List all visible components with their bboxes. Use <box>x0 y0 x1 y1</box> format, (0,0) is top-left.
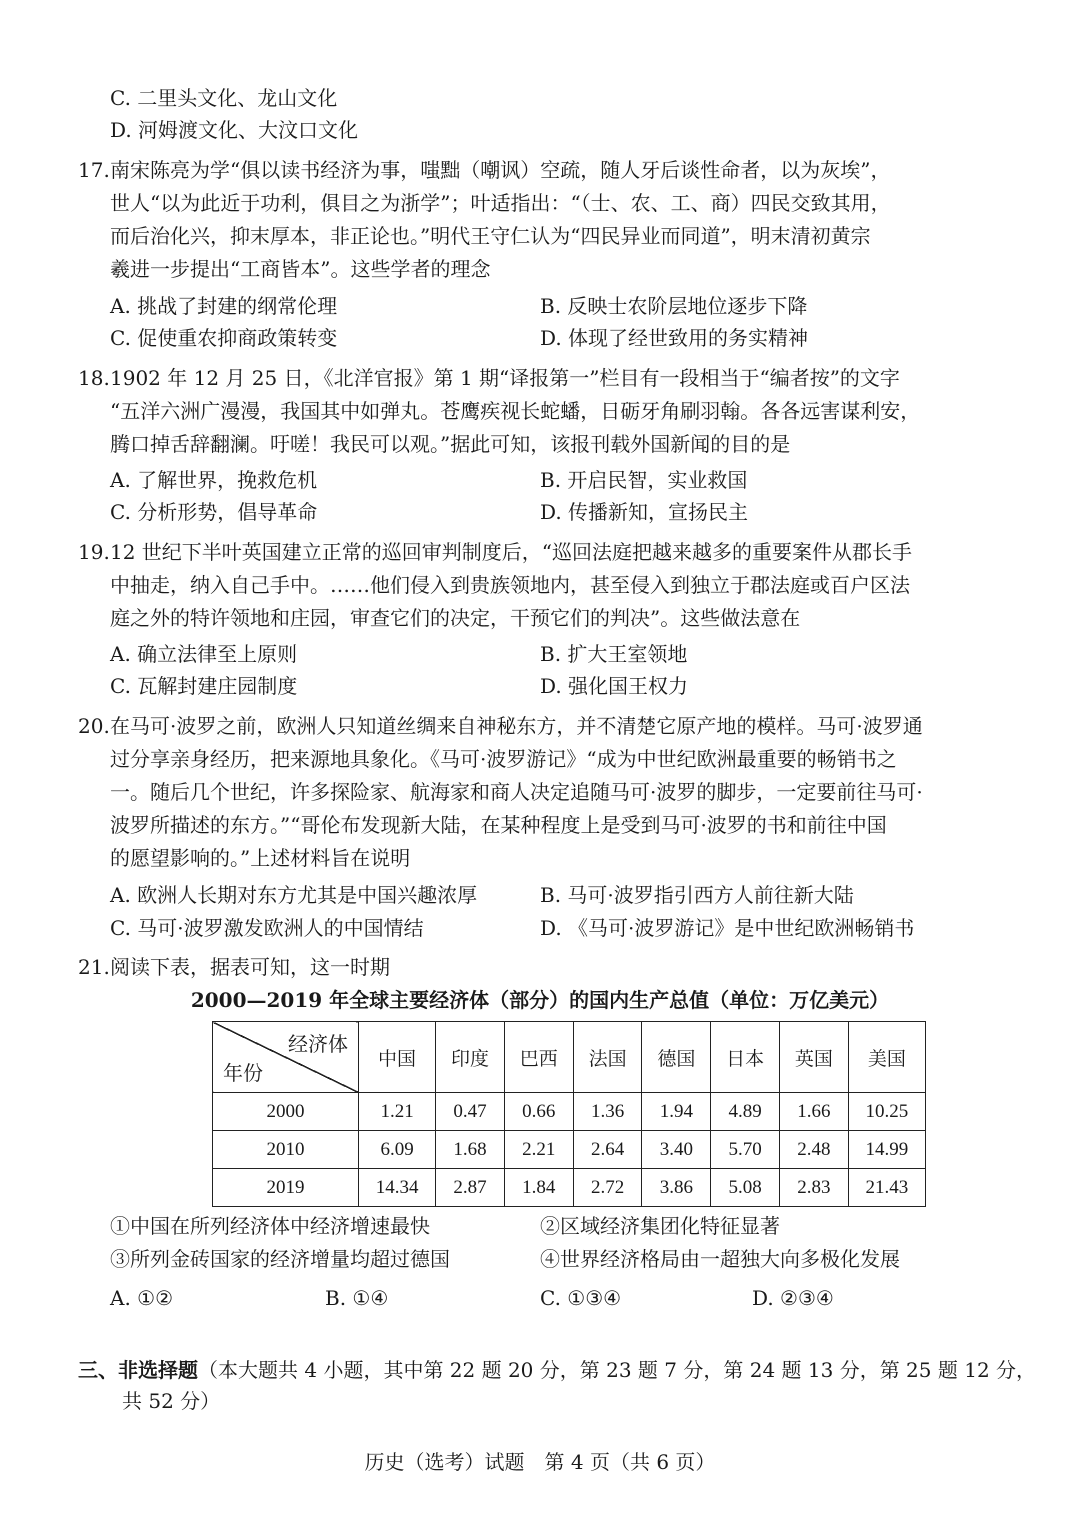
q20-stem-line: 的愿望影响的。”上述材料旨在说明 <box>110 846 411 870</box>
table-cell: 0.47 <box>436 1093 505 1131</box>
q17-number: 17. <box>78 158 110 182</box>
table-cell: 0.66 <box>504 1093 573 1131</box>
column-header: 日本 <box>711 1022 780 1093</box>
table-cell: 5.70 <box>711 1131 780 1169</box>
table-cell: 1.66 <box>780 1093 849 1131</box>
q20-stem-line: 在马可·波罗之前，欧洲人只知道丝绸来自神秘东方，并不清楚它原产地的模样。马可·波罗通 <box>110 714 923 738</box>
gdp-table <box>212 1021 926 1207</box>
q20-option-c: C. 马可·波罗激发欧洲人的中国情结 <box>110 916 424 940</box>
table-cell: 10.25 <box>848 1093 925 1131</box>
row-year: 2000 <box>213 1093 359 1131</box>
table-cell: 1.21 <box>359 1093 436 1131</box>
q17-option-d: D. 体现了经世致用的务实精神 <box>540 326 809 350</box>
table-header-row <box>213 1022 926 1093</box>
q19-option-c: C. 瓦解封建庄园制度 <box>110 674 298 698</box>
table-cell: 2.83 <box>780 1169 849 1207</box>
table-cell: 3.86 <box>642 1169 711 1207</box>
row-year: 2010 <box>213 1131 359 1169</box>
q21-option-d: D. ②③④ <box>752 1286 834 1310</box>
page-footer: 历史（选考）试题 第 4 页（共 6 页） <box>364 1450 716 1474</box>
q17-option-b: B. 反映士农阶层地位逐步下降 <box>540 294 808 318</box>
table-cell: 5.08 <box>711 1169 780 1207</box>
q20-number: 20. <box>78 714 110 738</box>
table-cell: 21.43 <box>848 1169 925 1207</box>
q21-stem: 阅读下表，据表可知，这一时期 <box>110 955 390 979</box>
gdp-table-title: 2000—2019 年全球主要经济体（部分）的国内生产总值（单位：万亿美元） <box>190 988 890 1012</box>
q17-option-a: A. 挑战了封建的纲常伦理 <box>110 294 338 318</box>
table-cell: 14.99 <box>848 1131 925 1169</box>
section-three-title: 三、非选择题 <box>78 1358 198 1382</box>
q20-option-a: A. 欧洲人长期对东方尤其是中国兴趣浓厚 <box>110 883 478 907</box>
section-three-heading <box>78 1355 1036 1385</box>
column-header: 美国 <box>848 1022 925 1093</box>
table-cell: 1.36 <box>573 1093 642 1131</box>
table-corner-cell <box>213 1022 359 1093</box>
q19-stem-line: 中抽走，纳入自己手中。……他们侵入到贵族领地内，甚至侵入到独立于郡法庭或百户区法 <box>110 573 910 597</box>
q18-option-a: A. 了解世界，挽救危机 <box>110 468 318 492</box>
q17-option-c: C. 促使重农抑商政策转变 <box>110 326 338 350</box>
table-row <box>213 1131 926 1169</box>
column-header: 中国 <box>359 1022 436 1093</box>
q18-option-d: D. 传播新知，宣扬民主 <box>540 500 749 524</box>
q17-stem-line: 世人“以为此近于功利，俱目之为浙学”；叶适指出：“（士、农、工、商）四民交致其用， <box>110 191 891 215</box>
table-cell: 6.09 <box>359 1131 436 1169</box>
q21-statement-3: ③所列金砖国家的经济增量均超过德国 <box>110 1247 450 1271</box>
q20-stem-line: 一。随后几个世纪，许多探险家、航海家和商人决定追随马可·波罗的脚步，一定要前往马可· <box>110 780 923 804</box>
column-header: 德国 <box>642 1022 711 1093</box>
section-three-note: （本大题共 4 小题，其中第 22 题 20 分，第 23 题 7 分，第 24 题 13 分，第 25 题 12 分， <box>198 1358 1037 1382</box>
table-row <box>213 1093 926 1131</box>
table-cell: 4.89 <box>711 1093 780 1131</box>
column-header: 法国 <box>573 1022 642 1093</box>
q20-stem-line: 波罗所描述的东方。”“哥伦布发现新大陆，在某种程度上是受到马可·波罗的书和前往中国 <box>110 813 887 837</box>
q19-stem-line: 12 世纪下半叶英国建立正常的巡回审判制度后，“巡回法庭把越来越多的重要案件从郡长手 <box>110 540 913 564</box>
q19-option-b: B. 扩大王室领地 <box>540 642 688 666</box>
table-cell: 14.34 <box>359 1169 436 1207</box>
q18-option-b: B. 开启民智，实业救国 <box>540 468 748 492</box>
q19-stem-line: 庭之外的特许领地和庄园，审查它们的决定，干预它们的判决”。这些做法意在 <box>110 606 801 630</box>
column-header: 巴西 <box>504 1022 573 1093</box>
q18-stem-line: “五洋六洲广漫漫，我国其中如弹丸。苍鹰疾视长蛇蟠，日砺牙角刷羽翰。各各远害谋利安， <box>110 399 921 423</box>
row-year: 2019 <box>213 1169 359 1207</box>
table-row <box>213 1169 926 1207</box>
q21-option-b: B. ①④ <box>325 1286 389 1310</box>
table-cell: 2.21 <box>504 1131 573 1169</box>
q18-stem-line: 1902 年 12 月 25 日，《北洋官报》第 1 期“译报第一”栏目有一段相当于“编者按”的文字 <box>110 366 900 390</box>
q19-number: 19. <box>78 540 110 564</box>
q21-option-c: C. ①③④ <box>540 1286 622 1310</box>
q20-stem-line: 过分享亲身经历，把来源地具象化。《马可·波罗游记》“成为中世纪欧洲最重要的畅销书之 <box>110 747 897 771</box>
q21-statement-1: ①中国在所列经济体中经济增速最快 <box>110 1214 430 1238</box>
q19-option-a: A. 确立法律至上原则 <box>110 642 298 666</box>
q20-option-b: B. 马可·波罗指引西方人前往新大陆 <box>540 883 854 907</box>
table-cell: 2.72 <box>573 1169 642 1207</box>
section-three-note-cont: 共 52 分） <box>122 1389 221 1413</box>
q19-option-d: D. 强化国王权力 <box>540 674 689 698</box>
table-cell: 2.64 <box>573 1131 642 1169</box>
q21-option-a: A. ①② <box>110 1286 174 1310</box>
corner-label-year: 年份 <box>223 1063 263 1085</box>
q21-number: 21. <box>78 955 110 979</box>
q17-stem-line: 南宋陈亮为学“俱以读书经济为事，嗤黜（嘲讽）空疏，随人牙后谈性命者，以为灰埃”， <box>110 158 891 182</box>
q18-option-c: C. 分析形势，倡导革命 <box>110 500 318 524</box>
corner-label-economy: 经济体 <box>288 1034 348 1056</box>
q16-option-d: D. 河姆渡文化、大汶口文化 <box>110 118 359 142</box>
q21-statement-2: ②区域经济集团化特征显著 <box>540 1214 780 1238</box>
table-cell: 3.40 <box>642 1131 711 1169</box>
q20-option-d: D. 《马可·波罗游记》是中世纪欧洲畅销书 <box>540 916 915 940</box>
column-header: 印度 <box>436 1022 505 1093</box>
table-cell: 1.94 <box>642 1093 711 1131</box>
table-cell: 2.48 <box>780 1131 849 1169</box>
q17-stem-line: 而后治化兴，抑末厚本，非正论也。”明代王守仁认为“四民异业而同道”，明末清初黄宗 <box>110 224 871 248</box>
q16-option-c: C. 二里头文化、龙山文化 <box>110 86 338 110</box>
q18-number: 18. <box>78 366 110 390</box>
table-cell: 1.68 <box>436 1131 505 1169</box>
table-cell: 2.87 <box>436 1169 505 1207</box>
q18-stem-line: 腾口掉舌辞翻澜。吁嗟！我民可以观。”据此可知，该报刊载外国新闻的目的是 <box>110 432 791 456</box>
q21-statement-4: ④世界经济格局由一超独大向多极化发展 <box>540 1247 900 1271</box>
column-header: 英国 <box>780 1022 849 1093</box>
q17-stem-line: 羲进一步提出“工商皆本”。这些学者的理念 <box>110 257 491 281</box>
table-cell: 1.84 <box>504 1169 573 1207</box>
